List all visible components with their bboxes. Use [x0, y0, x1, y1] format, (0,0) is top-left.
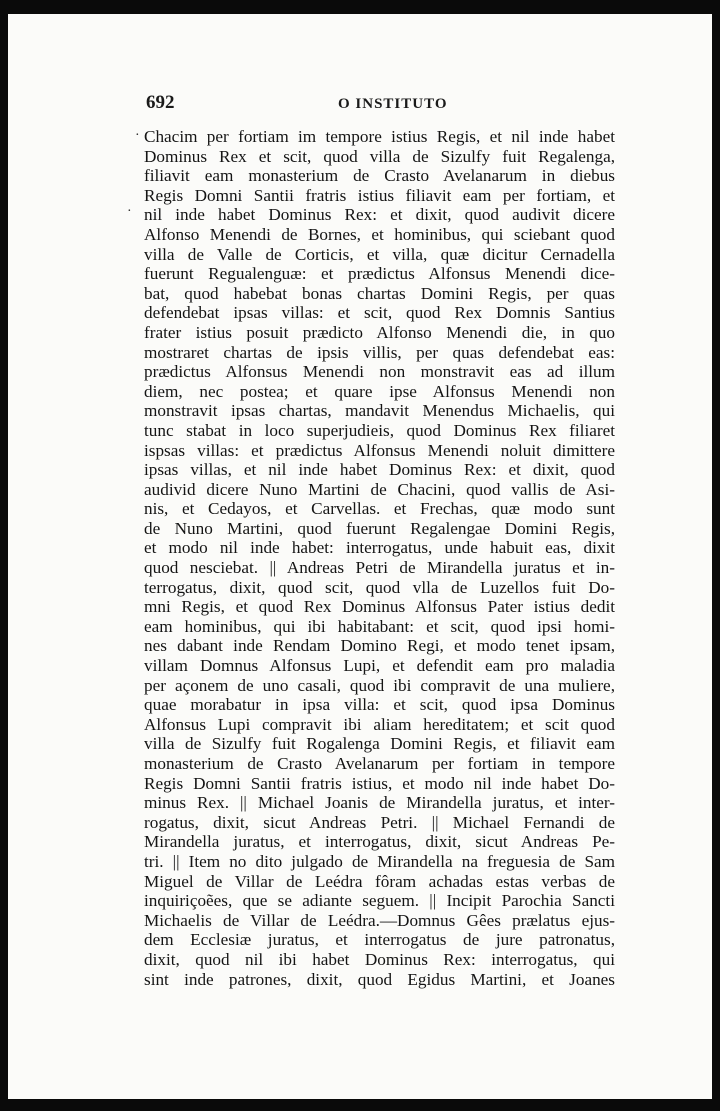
text-line: per açonem de uno casali, quod ibi compravit de una muliere, — [144, 675, 615, 695]
text-line: Chacim per fortiam im tempore istius Regis, et nil inde habet — [144, 127, 615, 146]
text-line: Michaelis de Villar de Leédra.—Domnus Gêes prælatus ejus- — [144, 910, 615, 930]
text-line: rogatus, dixit, sicut Andreas Petri. || Michael Fernandi de — [144, 812, 615, 832]
text-line: nis, et Cedayos, et Carvellas. et Frechas, quæ modo sunt — [144, 499, 615, 519]
scan-border-top — [0, 0, 720, 14]
text-line: Alfonsus Lupi compravit ibi aliam hereditatem; et scit quod — [144, 714, 615, 734]
text-line: villa de Valle de Corticis, et villa, quæ dicitur Cernadella — [144, 244, 615, 264]
text-line: audivid dicere Nuno Martini de Chacini, quod vallis de Asi- — [144, 479, 615, 499]
body-text — [144, 127, 615, 989]
text-line: de Nuno Martini, quod fuerunt Regalengae Domini Regis, — [144, 518, 615, 538]
text-line: monstravit ipsas chartas, mandavit Menendus Michaelis, qui — [144, 401, 615, 421]
scan-border-bottom — [0, 1099, 720, 1111]
text-line: dixit, quod nil ibi habet Dominus Rex: interrogatus, qui — [144, 949, 615, 969]
text-line: Miguel de Villar de Leédra fôram achadas estas verbas de — [144, 871, 615, 891]
text-line: terrogatus, dixit, quod scit, quod vlla de Luzellos fuit Do- — [144, 577, 615, 597]
text-line: Dominus Rex et scit, quod villa de Sizulfy fuit Regalenga, — [144, 146, 615, 166]
text-line: nes dabant inde Rendam Domino Regi, et modo tenet ipsam, — [144, 636, 615, 656]
text-line: ispsas villas: et prædictus Alfonsus Menendi noluit dimittere — [144, 440, 615, 460]
running-title: O INSTITUTO — [338, 96, 448, 112]
text-line: inquiriçoẽes, que se adiante seguem. || Incipit Parochia Sancti — [144, 891, 615, 911]
text-line: villam Domnus Alfonsus Lupi, et defendit eam pro maladia — [144, 656, 615, 676]
page-header — [146, 92, 616, 114]
text-line: Mirandella juratus, et interrogatus, dixit, sicut Andreas Pe- — [144, 832, 615, 852]
text-line: filiavit eam monasterium de Crasto Avelanarum in diebus — [144, 166, 615, 186]
text-line: dem Ecclesiæ juratus, et interrogatus de jure patronatus, — [144, 930, 615, 950]
margin-mark: · — [127, 204, 132, 219]
text-line: eam hominibus, qui ibi habitabant: et scit, quod ipsi homi- — [144, 616, 615, 636]
text-line: monasterium de Crasto Avelanarum per fortiam in tempore — [144, 754, 615, 773]
scan-border-left — [0, 0, 8, 1111]
text-line: Regis Domni Santii fratris istius filiavit eam per fortiam, et — [144, 185, 615, 205]
text-line: bat, quod habebat bonas chartas Domini Regis, per quas — [144, 283, 615, 303]
text-line: Regis Domni Santii fratris istius, et modo nil inde habet Do- — [144, 773, 615, 793]
text-line: quae morabatur in ipsa villa: et scit, quod ipsa Dominus — [144, 695, 615, 715]
text-line: villa de Sizulfy fuit Rogalenga Domini Regis, et filiavit eam — [144, 734, 615, 754]
text-line: mostraret chartas de ipsis villis, per quas defendebat eas: — [144, 342, 615, 362]
scan-border-right — [712, 0, 720, 1111]
text-line: sint inde patrones, dixit, quod Egidus Martini, et Joanes — [144, 969, 615, 989]
text-line: et modo nil inde habet: interrogatus, unde habuit eas, dixit — [144, 538, 615, 558]
text-line: quod nesciebat. || Andreas Petri de Mirandella juratus et in- — [144, 558, 615, 578]
text-line: tunc stabat in loco superjudieis, quod Dominus Rex filiaret — [144, 420, 615, 440]
text-line: prædictus Alfonsus Menendi non monstravit eas ad illum — [144, 362, 615, 382]
text-line: fuerunt Regualenguæ: et prædictus Alfonsus Menendi dice- — [144, 264, 615, 284]
page-number: 692 — [146, 92, 175, 113]
text-line: tri. || Item no dito julgado de Mirandella na freguesia de Sam — [144, 851, 615, 871]
text-line: diem, nec postea; et quare ipse Alfonsus Menendi non — [144, 381, 615, 401]
text-line: nil inde habet Dominus Rex: et dixit, quod audivit dicere — [144, 205, 615, 225]
text-line: minus Rex. || Michael Joanis de Mirandella juratus, et inter- — [144, 793, 615, 813]
text-line: defendebat ipsas villas: et scit, quod Rex Domnis Santius — [144, 303, 615, 323]
text-line: ipsas villas, et nil inde habet Dominus Rex: et dixit, quod — [144, 460, 615, 480]
text-line: frater istius posuit prædicto Alfonso Menendi die, in quo — [144, 322, 615, 342]
text-line: Alfonso Menendi de Bornes, et hominibus, qui sciebant quod — [144, 224, 615, 244]
text-line: mni Regis, et quod Rex Dominus Alfonsus Pater istius dedit — [144, 597, 615, 617]
margin-mark: · — [135, 128, 140, 143]
